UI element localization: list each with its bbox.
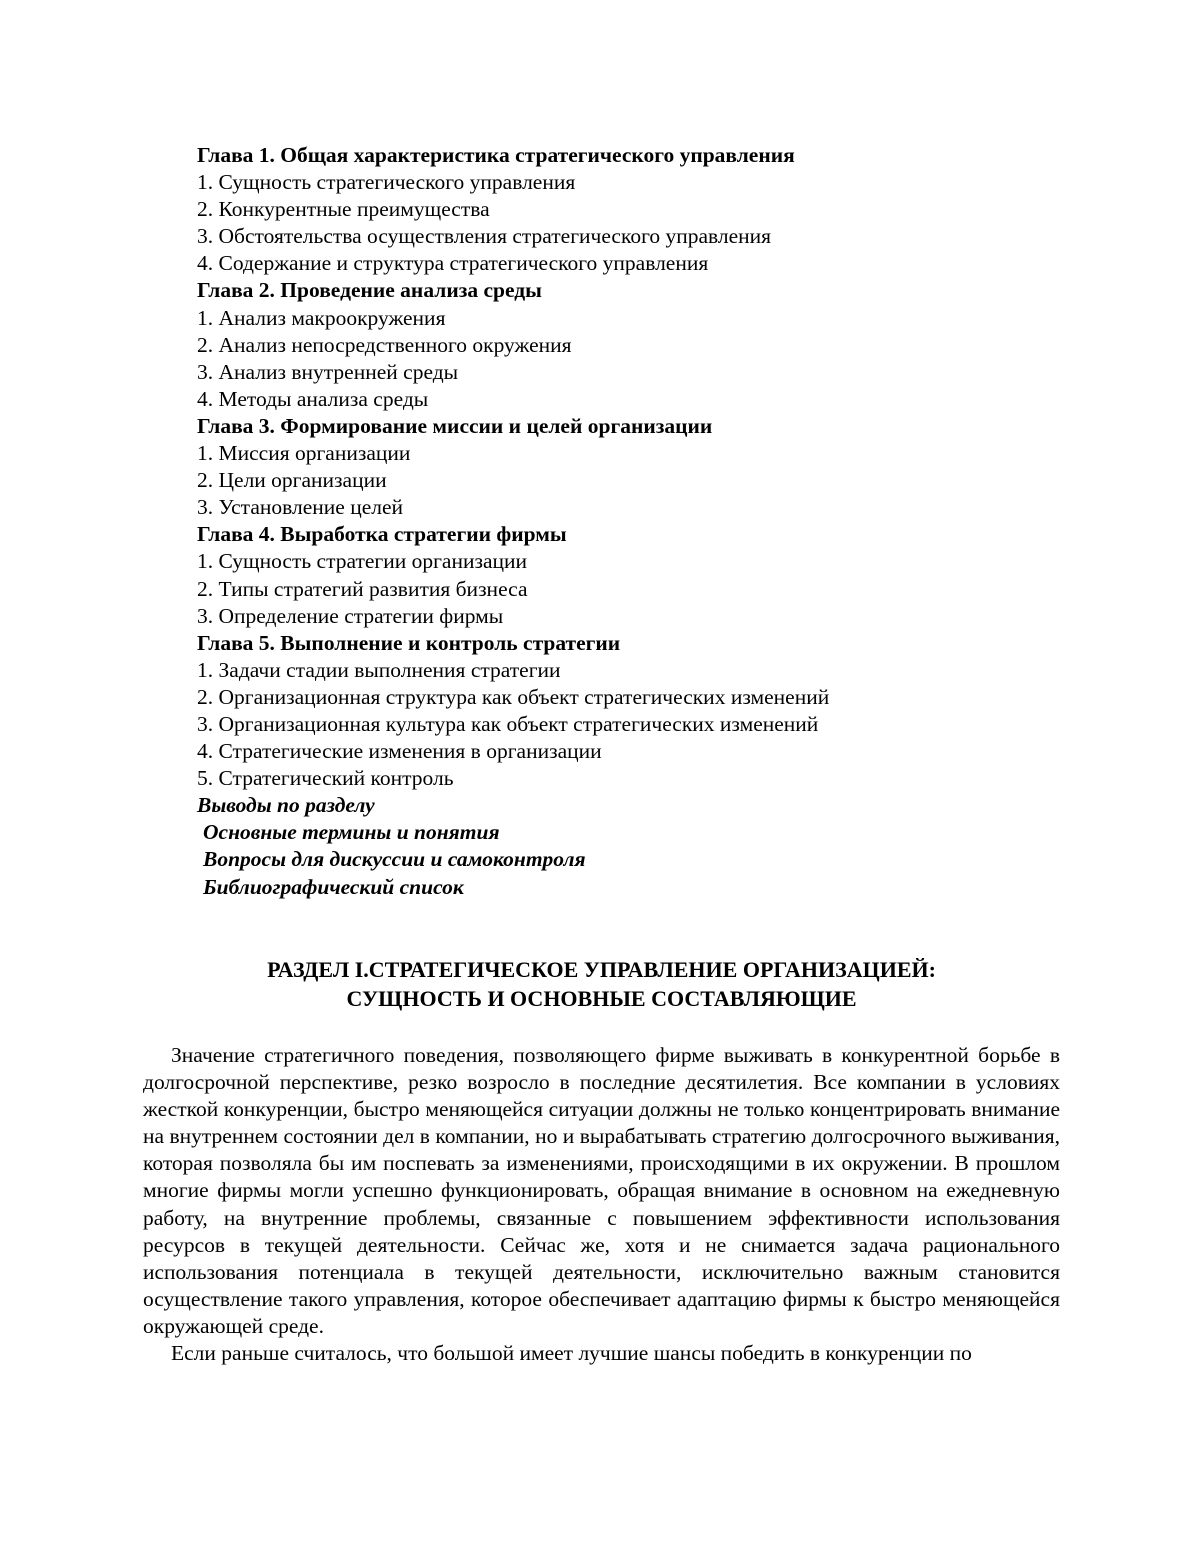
toc-item: 1. Задачи стадии выполнения стратегии: [197, 657, 561, 682]
section-title-line-1: РАЗДЕЛ I.СТРАТЕГИЧЕСКОЕ УПРАВЛЕНИЕ ОРГАНИЗАЦИЕЙ:: [267, 957, 936, 982]
toc-chapter-heading: Глава 2. Проведение анализа среды: [197, 278, 542, 303]
toc-item: 2. Цели организации: [197, 468, 387, 493]
toc-section-link: Выводы по разделу: [197, 793, 375, 818]
paragraph: Значение стратегичного поведения, позволяющего фирме выживать в конкурентной борьбе в долгосрочной перспективе, резко возросло в последние десятилетия. Все компании в условиях жесткой конкуренции, быстро меняющейся ситуации должны не только концентрировать внимание на внутреннем состоянии дел в компании, но и вырабатывать стратегию долгосрочного выживания, которая позволяла бы им поспевать за изменениями, происходящими в их окружении. В прошлом многие фирмы могли успешно функционировать, обращая внимание в основном на ежедневную работу, на внутренние проблемы, связанные с повышением эффективности использования ресурсов в текущей деятельности. Сейчас же, хотя и не снимается задача рационального использования потенциала в текущей деятельности, исключительно важным становится осуществление такого управления, которое обеспечивает адаптацию фирмы к быстро меняющейся окружающей среде.: [143, 1043, 1060, 1338]
toc-chapter-heading: Глава 1. Общая характеристика стратегического управления: [197, 143, 795, 167]
body-text: [143, 1042, 1060, 1367]
section-title: [143, 955, 1060, 1013]
toc-item: 2. Типы стратегий развития бизнеса: [197, 576, 528, 601]
toc-section-link: Вопросы для дискуссии и самоконтроля: [203, 847, 586, 872]
toc-item: 1. Анализ макроокружения: [197, 305, 446, 330]
toc-item: 3. Обстоятельства осуществления стратегического управления: [197, 224, 772, 249]
toc-chapter-heading: Глава 5. Выполнение и контроль стратегии: [197, 630, 621, 655]
table-of-contents: [197, 142, 1077, 901]
section-title-line-2: СУЩНОСТЬ И ОСНОВНЫЕ СОСТАВЛЯЮЩИЕ: [346, 986, 857, 1011]
toc-item: 2. Организационная структура как объект стратегических изменений: [197, 684, 830, 709]
toc-item: 3. Анализ внутренней среды: [197, 359, 459, 384]
toc-item: 1. Сущность стратегии организации: [197, 549, 528, 574]
toc-item: 2. Анализ непосредственного окружения: [197, 332, 572, 357]
toc-item: 1. Миссия организации: [197, 441, 411, 466]
toc-chapter-heading: Глава 4. Выработка стратегии фирмы: [197, 522, 567, 547]
toc-item: 1. Сущность стратегического управления: [197, 170, 576, 195]
paragraph: Если раньше считалось, что большой имеет лучшие шансы победить в конкуренции по: [171, 1341, 972, 1366]
toc-item: 2. Конкурентные преимущества: [197, 197, 490, 222]
toc-item: 5. Стратегический контроль: [197, 766, 454, 791]
toc-section-link: Библиографический список: [203, 874, 464, 899]
toc-chapter-heading: Глава 3. Формирование миссии и целей организации: [197, 413, 713, 438]
toc-item: 4. Стратегические изменения в организации: [197, 739, 602, 764]
toc-section-link: Основные термины и понятия: [203, 820, 500, 845]
toc-item: 3. Установление целей: [197, 495, 404, 520]
toc-item: 3. Определение стратегии фирмы: [197, 603, 504, 628]
toc-item: 4. Методы анализа среды: [197, 386, 429, 411]
toc-item: 3. Организационная культура как объект стратегических изменений: [197, 711, 819, 736]
toc-item: 4. Содержание и структура стратегического управления: [197, 251, 709, 276]
